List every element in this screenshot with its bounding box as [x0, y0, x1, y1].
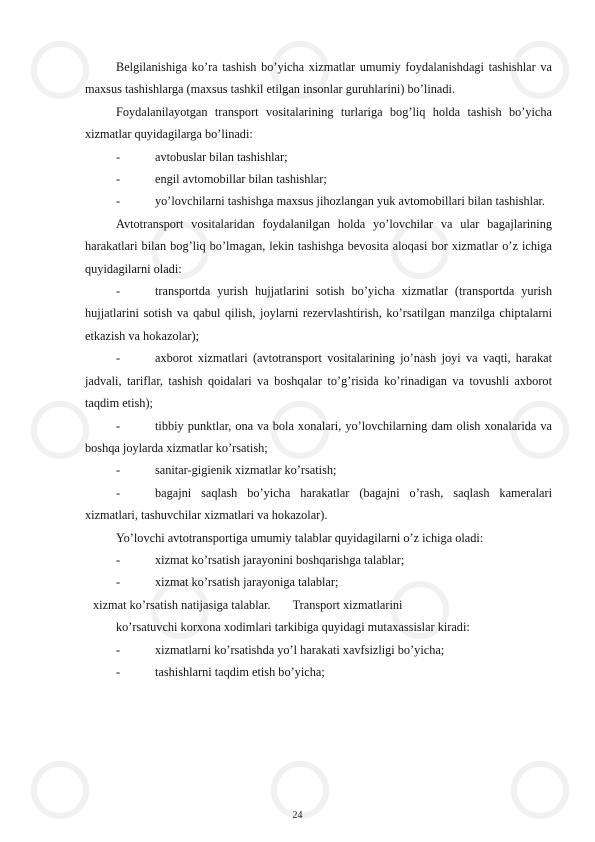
paragraph: Avtotransport vositalaridan foydalanilgan holda yo’lovchilar va ular bagajlarining harakatlari bilan bog’liq bo’lmagan, lekin tashishga bevosita aloqasi bor xizmatlar o’z ichiga quyidagilarni oladi: [85, 216, 552, 276]
list-item-text: xizmatlarni ko’rsatishda yo’l harakati xavfsizligi bo’yicha; [155, 642, 445, 657]
list-dash: - [116, 642, 121, 657]
paragraph: Belgilanishiga ko’ra tashish bo’yicha xizmatlar umumiy foydalanishdagi tashishlar va maxsus tashishlarga (maxsus tashkil etilgan insonlar guruhlarini) bo’linadi. [85, 60, 552, 97]
list-dash: - [116, 463, 121, 478]
list-item [85, 190, 552, 212]
list-dash: - [116, 552, 121, 567]
list-item [85, 661, 552, 683]
list-item [85, 549, 552, 571]
body-text [85, 56, 552, 683]
list-item-text: bagajni saqlash bo’yicha harakatlar (bagajni o’rash, saqlash kameralari xizmatlari, tashuvchilar xizmatlari va hokazolar). [85, 485, 552, 523]
page-number: 24 [292, 810, 303, 821]
list-dash: - [116, 172, 121, 187]
paragraph: ko’rsatuvchi korxona xodimlari tarkibiga quyidagi mutaxassislar kiradi: [116, 620, 470, 635]
split-line-right: Transport xizmatlarini [292, 597, 403, 612]
list-dash: - [116, 284, 121, 299]
list-item-text: transportda yurish hujjatlarini sotish bo’yicha xizmatlar (transportda yurish hujjatlarini sotish va qabul qilish, joylarni rezervlashtirish, ko’rsatilgan manzilga chiptalarni etkazish va hokazolar); [85, 284, 552, 343]
list-dash: - [116, 418, 121, 433]
paragraph: Yo’lovchi avtotransportiga umumiy talablar quyidagilarni o’z ichiga oladi: [116, 530, 484, 545]
list-item-text: xizmat ko’rsatish jarayonini boshqarishga talablar; [155, 552, 405, 567]
list-item [85, 415, 552, 460]
list-item-text: yo’lovchilarni tashishga maxsus jihozlangan yuk avtomobillari bilan tashishlar. [155, 194, 546, 209]
list-dash: - [116, 664, 121, 679]
list-item [85, 639, 552, 661]
list-item [85, 146, 552, 168]
list-item [85, 459, 552, 481]
list-item-text: avtobuslar bilan tashishlar; [155, 149, 288, 164]
list-item-text: sanitar-gigienik xizmatlar ko’rsatish; [155, 463, 337, 478]
list-item-text: engil avtomobillar bilan tashishlar; [155, 172, 327, 187]
list-item-text: xizmat ko’rsatish jarayoniga talablar; [155, 575, 339, 590]
list-item-text: axborot xizmatlari (avtotransport vositalarining jo’nash joyi va vaqti, harakat jadvali, tariflar, tashish qoidalari va boshqalar to’g’risida ko’rinadigan va tovushli axborot taqdim etish); [85, 351, 552, 411]
split-line-left: xizmat ko’rsatish natijasiga talablar. [93, 597, 271, 612]
list-item [85, 482, 552, 527]
list-item [85, 347, 552, 414]
list-dash: - [116, 149, 121, 164]
split-line [85, 594, 552, 616]
paragraph: Foydalanilayotgan transport vositalarining turlariga bog’liq holda tashish bo’yicha xizmatlar quyidagilarga bo’linadi: [85, 104, 552, 142]
list-item [85, 571, 552, 593]
list-dash: - [116, 351, 121, 366]
list-item [85, 280, 552, 347]
list-item-text: tashishlarni taqdim etish bo’yicha; [155, 664, 325, 679]
list-item-text: tibbiy punktlar, ona va bola xonalari, yo’lovchilarning dam olish xonalarida va boshqa joylarda xizmatlar ko’rsatish; [85, 418, 552, 455]
list-item [85, 168, 552, 190]
list-dash: - [116, 485, 121, 500]
list-dash: - [116, 575, 121, 590]
list-dash: - [116, 194, 121, 209]
